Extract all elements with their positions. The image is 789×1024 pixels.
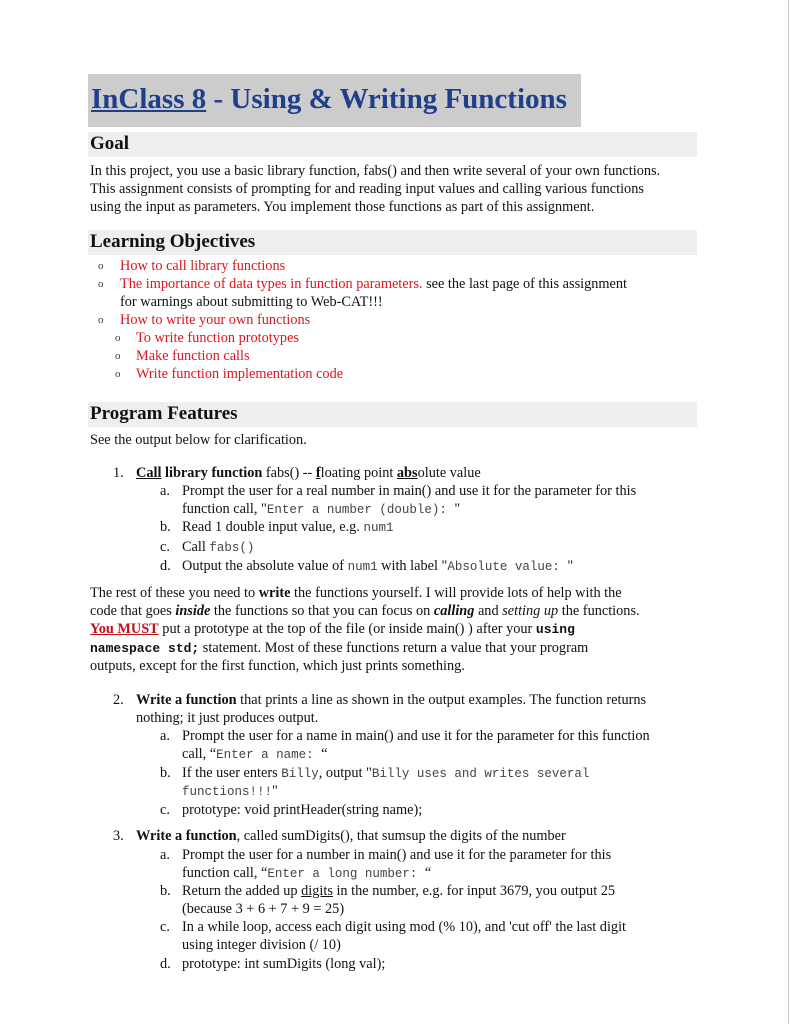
code-text: Billy	[281, 767, 319, 781]
title-prefix: InClass 8	[91, 83, 207, 115]
sub-label: a.	[160, 483, 170, 499]
item3-c-line2: using integer division (/ 10)	[182, 937, 341, 953]
text: Return the added up	[182, 883, 302, 899]
text: , output "	[318, 765, 372, 781]
item1-f: f	[315, 465, 321, 481]
bold-text: write	[258, 585, 291, 601]
code-text: Enter a number (double):	[266, 503, 455, 517]
item2-c-line: prototype: void printHeader(string name);	[182, 802, 423, 818]
goal-line: using the input as parameters. You implement those functions as part of this assignment.	[90, 199, 595, 215]
text: “	[321, 746, 328, 762]
text: "	[454, 501, 461, 517]
sub-bullet-icon: o	[115, 332, 121, 344]
item1-d-line	[182, 557, 573, 576]
text: "	[567, 558, 574, 574]
features-intro: See the output below for clarification.	[90, 432, 307, 448]
goal-heading-bar	[88, 132, 697, 157]
item1-heading	[136, 464, 481, 482]
objectives-heading-bar	[88, 230, 697, 255]
rest-line	[90, 620, 575, 639]
sub-label: a.	[160, 728, 170, 744]
sub-bullet-icon: o	[115, 350, 121, 362]
objective-subitem: Write function implementation code	[136, 366, 344, 382]
code-text: Absolute value:	[447, 560, 568, 574]
text: statement. Most of these functions return a value that your program	[199, 640, 589, 656]
code-text: num1	[363, 521, 394, 535]
text: If the user enters	[182, 765, 282, 781]
text: Output the absolute value of	[182, 558, 348, 574]
item1-lib: library function	[161, 465, 263, 481]
code-text: using	[535, 622, 575, 637]
objective-rest-text: see the last page of this assignment	[422, 276, 627, 292]
sub-label: b.	[160, 883, 171, 899]
title-rest: - Using & Writing Functions	[206, 83, 567, 115]
text: Call	[182, 539, 210, 555]
sub-label: b.	[160, 765, 171, 781]
text: in the number, e.g. for input 3679, you output 25	[332, 883, 616, 899]
sub-label: d.	[160, 956, 171, 972]
sub-label: c.	[160, 539, 170, 555]
item-number: 3.	[113, 828, 124, 844]
text: the functions so that you can focus on	[210, 603, 434, 619]
rest-line	[90, 639, 588, 658]
item3-a-line: Prompt the user for a number in main() and use it for the parameter for this	[182, 847, 612, 863]
must-text: You MUST	[90, 621, 159, 637]
objective-red-text: The importance of data types in function parameters.	[120, 276, 423, 292]
objective-subitem: Make function calls	[136, 348, 250, 364]
item1-olute: olute value	[417, 465, 481, 481]
item1-fabs: fabs() --	[262, 465, 316, 481]
emphasis-text: calling	[433, 603, 475, 619]
item1-a-line2	[182, 500, 460, 519]
text: and	[474, 603, 503, 619]
sub-label: c.	[160, 919, 170, 935]
objectives-heading: Learning Objectives	[90, 231, 256, 252]
text: "	[272, 783, 278, 799]
item3-a-line2	[182, 864, 431, 883]
goal-heading: Goal	[90, 133, 130, 154]
text: , called sumDigits(), that sumsup the digits of the number	[236, 828, 566, 844]
code-text: num1	[347, 560, 378, 574]
objective-item: How to write your own functions	[120, 312, 311, 328]
sub-label: d.	[160, 558, 171, 574]
text: function call, “	[182, 865, 268, 881]
bold-text: Write a function	[136, 828, 237, 844]
objective-item: How to call library functions	[120, 258, 286, 274]
item3-b-line	[182, 882, 615, 900]
goal-line: In this project, you use a basic library function, fabs() and then write several of your own functions.	[90, 163, 661, 179]
emphasis-text: inside	[175, 603, 211, 619]
item2-b-line2	[182, 782, 278, 801]
text: Read 1 double input value, e.g.	[182, 519, 364, 535]
text: The rest of these you need to	[90, 585, 259, 601]
goal-line: This assignment consists of prompting for and reading input values and calling various functions	[90, 181, 644, 197]
text: call, “	[182, 746, 217, 762]
text: the functions.	[558, 603, 640, 619]
item-number: 1.	[113, 465, 124, 481]
bullet-icon: o	[98, 314, 104, 326]
features-heading-bar	[88, 402, 697, 427]
item3-b-line2: (because 3 + 6 + 7 + 9 = 25)	[182, 901, 345, 917]
item2-a-line: Prompt the user for a name in main() and use it for the parameter for this function	[182, 728, 650, 744]
sub-label: c.	[160, 802, 170, 818]
code-text: Enter a long number:	[267, 867, 425, 881]
text: that prints a line as shown in the output examples. The function returns	[236, 692, 647, 708]
item3-c-line: In a while loop, access each digit using mod (% 10), and 'cut off' the last digit	[182, 919, 627, 935]
item1-abs: abs	[396, 465, 418, 481]
objective-item-continued: for warnings about submitting to Web-CAT!!!	[120, 294, 383, 310]
underlined-text: digits	[301, 883, 333, 899]
rest-line	[90, 602, 640, 620]
page-title	[91, 83, 567, 116]
bold-text: Write a function	[136, 692, 237, 708]
title-banner	[88, 74, 581, 127]
bullet-icon: o	[98, 260, 104, 272]
item1-a-line: Prompt the user for a real number in main() and use it for the parameter for this	[182, 483, 637, 499]
text: with label "	[377, 558, 448, 574]
code-text: functions!!!	[182, 785, 273, 799]
code-text: namespace std;	[90, 641, 200, 656]
features-heading: Program Features	[90, 403, 238, 424]
item3-d-line: prototype: int sumDigits (long val);	[182, 956, 386, 972]
item2-b-line	[182, 764, 589, 783]
item-number: 2.	[113, 692, 124, 708]
text: the functions yourself. I will provide lots of help with the	[290, 585, 622, 601]
item2-a-line2	[182, 745, 328, 764]
item1-c-line	[182, 538, 254, 557]
code-text: fabs()	[209, 541, 255, 555]
item1-loating: loating point	[320, 465, 397, 481]
text: code that goes	[90, 603, 176, 619]
objective-item	[120, 275, 627, 293]
text: “	[424, 865, 432, 881]
text: put a prototype at the top of the file (or inside main() ) after your	[158, 621, 536, 637]
objective-subitem: To write function prototypes	[136, 330, 299, 346]
rest-line: outputs, except for the first function, which just prints something.	[90, 658, 465, 674]
italic-text: setting up	[502, 603, 559, 619]
bullet-icon: o	[98, 278, 104, 290]
item2-line2: nothing; it just produces output.	[136, 710, 319, 726]
code-text: Enter a name:	[216, 748, 322, 762]
item3-heading	[136, 827, 566, 845]
rest-line	[90, 584, 622, 602]
sub-bullet-icon: o	[115, 368, 121, 380]
sub-label: b.	[160, 519, 171, 535]
code-text: Billy uses and writes several	[371, 767, 590, 781]
sub-label: a.	[160, 847, 170, 863]
text: function call, "	[182, 501, 267, 517]
item1-b-line	[182, 518, 393, 537]
item2-heading	[136, 691, 646, 709]
item1-call: Call	[136, 465, 162, 481]
